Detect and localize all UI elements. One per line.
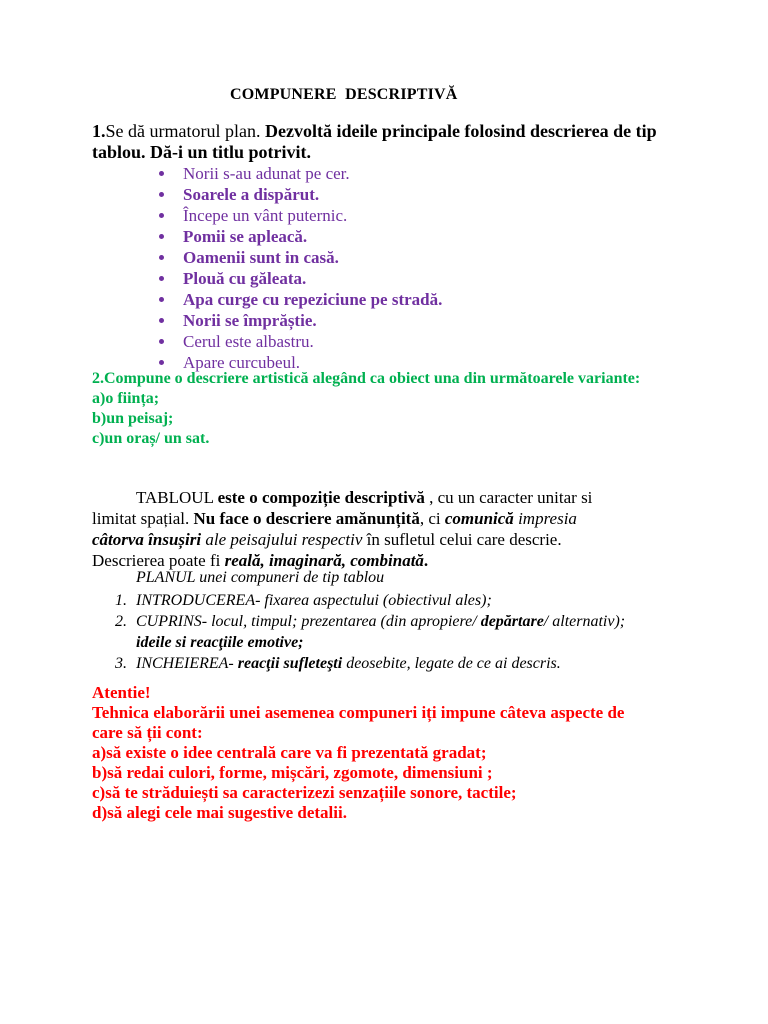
plan-step (92, 611, 652, 653)
tablou-text: comunică (444, 509, 514, 528)
plan-step-number: 3. (115, 655, 127, 672)
plan-list (136, 163, 442, 373)
task-2-option: c)un oraș/ un sat. (92, 430, 210, 447)
plan-item: Cerul este albastru. (136, 331, 442, 352)
task-2-option: b)un peisaj; (92, 410, 174, 427)
tablou-text: câtorva însușiri (92, 530, 202, 549)
plan-step-text: / alternativ); (543, 613, 626, 630)
plan-item: Oamenii sunt in casă. (136, 247, 442, 268)
tablou-text: , ci (419, 509, 445, 528)
plan-item: Apare curcubeul. (136, 352, 442, 373)
tablou-text: ale peisajului respectiv (201, 530, 363, 549)
task-1-number: 1. (92, 121, 106, 141)
plan-item: Norii s-au adunat pe cer. (136, 163, 442, 184)
task-2-option: a)o ființa; (92, 390, 160, 407)
tablou-text: . (423, 551, 429, 570)
tablou-text: în sufletul celui care descrie. Descrierea poate fi (92, 530, 562, 570)
attention-item: a)să existe o idee centrală care va fi prezentată gradat; (92, 743, 487, 762)
attention-text: Tehnica elaborării unei asemenea compuneri iți impune câteva aspecte de (92, 703, 625, 722)
plan-item: Începe un vânt puternic. (136, 205, 442, 226)
tablou-text: , cu un caracter unitar si limitat spațial. (92, 488, 593, 528)
attention-heading: Atentie! (92, 683, 151, 702)
task-1-part-3: Dă-i un titlu potrivit. (150, 142, 312, 162)
plan-item: Pomii se apleacă. (136, 226, 442, 247)
plan-step-text: reacţii sufleteşti (237, 655, 343, 672)
plan-step-number: 2. (115, 613, 127, 630)
tablou-term: TABLOUL (136, 488, 218, 507)
plan-step-text: ideile si reacţiile emotive; (136, 634, 304, 651)
plan-step-text: depărtare (480, 613, 544, 630)
attention-text: care să ții cont: (92, 723, 203, 742)
plan-item: Plouă cu găleata. (136, 268, 442, 289)
plan-item: Apa curge cu repeziciune pe stradă. (136, 289, 442, 310)
plan-step-text: INCHEIEREA- (136, 655, 238, 672)
plan-steps (92, 590, 652, 674)
task-1-part-1: Se dă urmatorul plan. (105, 121, 265, 141)
task-1-instructions (92, 121, 692, 163)
tablou-text: este o compoziție descriptivă (217, 488, 430, 507)
plan-step-number: 1. (115, 592, 127, 609)
plan-step (92, 590, 652, 611)
tablou-text: impresia (513, 509, 577, 528)
plan-step-text: CUPRINS- locul, timpul; prezentarea (din apropiere/ (136, 613, 481, 630)
tablou-definition (92, 487, 632, 571)
plan-step (92, 653, 652, 674)
attention-section (92, 683, 672, 823)
task-2-section (92, 369, 692, 449)
attention-item: c)să te străduiești sa caracterizezi senzațiile sonore, tactile; (92, 783, 517, 802)
plan-step-text: INTRODUCEREA- fixarea aspectului (obiectivul ales); (136, 592, 492, 609)
plan-step-text: deosebite, legate de ce ai descris. (342, 655, 561, 672)
task-2-heading: 2.Compune o descriere artistică alegând ca obiect una din următoarele variante: (92, 370, 641, 387)
task-1-part-2: Dezvoltă ideile principale folosind descrierea de tip tablou. (92, 121, 657, 162)
plan-heading: PLANUL unei compuneri de tip tablou (136, 569, 385, 586)
plan-item: Norii se împrăștie. (136, 310, 442, 331)
tablou-text: reală, imaginară, combinată (224, 551, 424, 570)
tablou-text: Nu face o descriere amănunțită (193, 509, 420, 528)
attention-item: b)să redai culori, forme, mișcări, zgomote, dimensiuni ; (92, 763, 493, 782)
attention-item: d)să alegi cele mai sugestive detalii. (92, 803, 347, 822)
plan-item: Soarele a dispărut. (136, 184, 442, 205)
page-title: COMPUNERE DESCRIPTIVĂ (230, 86, 458, 103)
